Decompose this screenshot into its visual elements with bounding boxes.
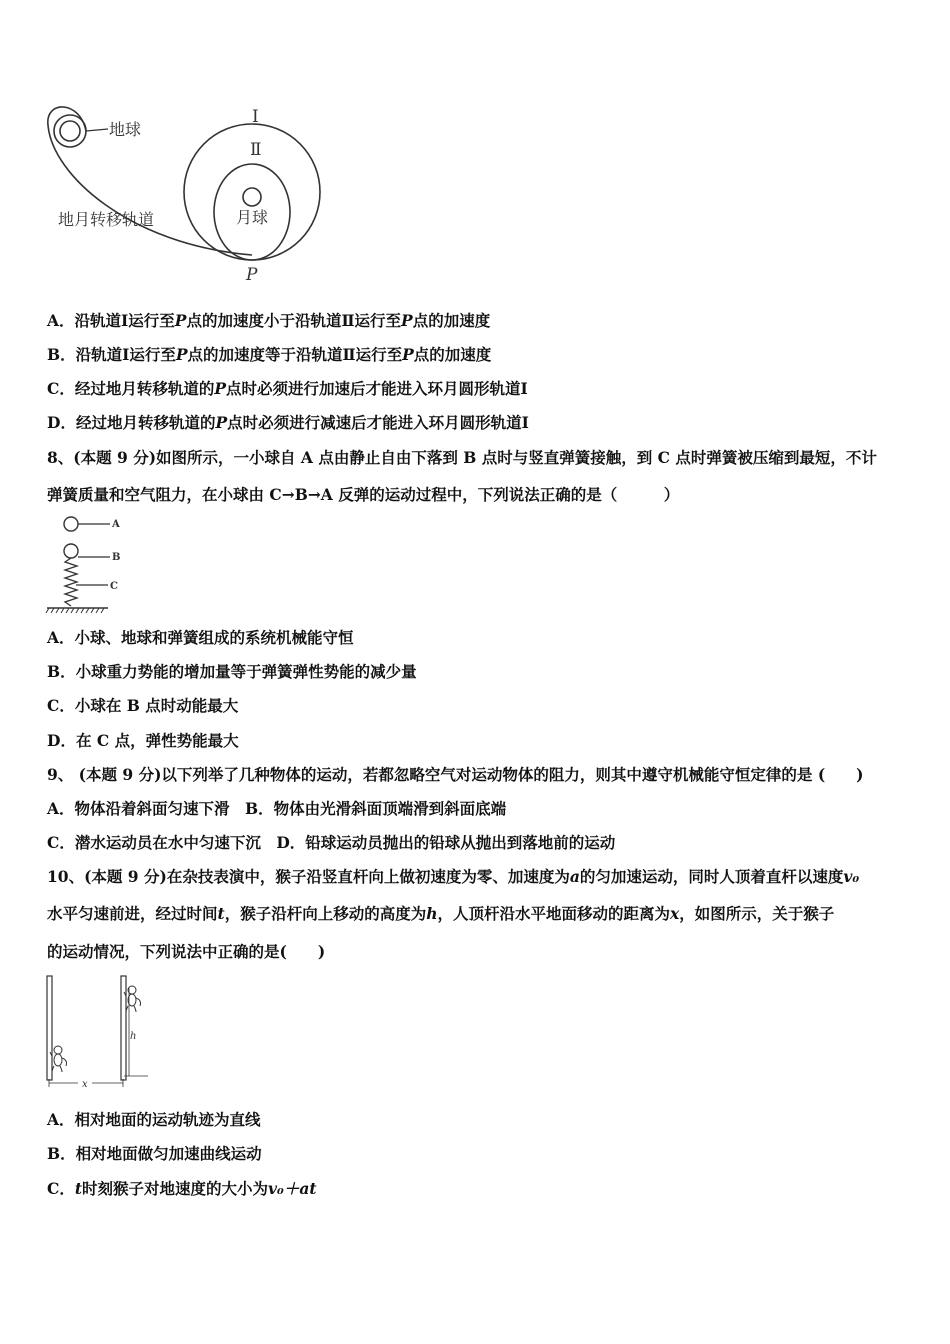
orbit-1-label: Ⅰ [252, 107, 259, 127]
q9-options-cd: C．潜水运动员在水中匀速下沉 D．铅球运动员抛出的铅球从抛出到落地前的运动 [47, 833, 616, 852]
earth-inner-circle [60, 121, 80, 141]
label-a: A [112, 519, 120, 530]
q10-option-b: B．相对地面做匀加速曲线运动 [47, 1144, 262, 1163]
q8-option-c: C．小球在 B 点时动能最大 [47, 696, 239, 715]
x-label: x [82, 1079, 88, 1090]
q10-stem-line3: 的运动情况，下列说法中正确的是( ) [47, 942, 326, 961]
ball-a [64, 517, 78, 531]
transfer-orbit [48, 107, 252, 255]
q10-stem-line2: 水平匀速前进，经过时间t，猴子沿杆向上移动的高度为h，人顶杆沿水平地面移动的距离为x，如图所示，关于猴子 [47, 904, 835, 923]
q8-option-b: B．小球重力势能的增加量等于弹簧弹性势能的减少量 [47, 662, 417, 681]
transfer-label: 地月转移轨道 [58, 210, 155, 229]
moon-label: 月球 [236, 208, 269, 227]
q8-stem-line1: 8、(本题 9 分)如图所示，一小球自 A 点由静止自由下落到 B 点时与竖直弹簧接触，到 C 点时弹簧被压缩到最短，不计 [47, 448, 877, 467]
orbit-diagram [40, 95, 340, 290]
q10-option-a: A．相对地面的运动轨迹为直线 [47, 1110, 261, 1129]
q7-option-a: A．沿轨道Ⅰ运行至P点的加速度小于沿轨道Ⅱ运行至P点的加速度 [47, 311, 491, 330]
q8-stem-line2: 弹簧质量和空气阻力，在小球由 C→B→A 反弹的运动过程中，下列说法正确的是（ ） [47, 485, 680, 504]
ball-b [64, 544, 78, 558]
monkey-pole-diagram [44, 974, 154, 1092]
pole-left [47, 976, 52, 1080]
pole-right [121, 976, 126, 1080]
label-c: C [110, 581, 118, 592]
q7-option-d: D．经过地月转移轨道的P点时必须进行减速后才能进入环月圆形轨道Ⅰ [47, 413, 529, 432]
q10-option-c: C．t时刻猴子对地速度的大小为v₀＋at [47, 1179, 317, 1198]
moon [243, 188, 261, 206]
spring [65, 558, 77, 606]
q7-option-c: C．经过地月转移轨道的P点时必须进行加速后才能进入环月圆形轨道Ⅰ [47, 379, 528, 398]
point-p-label: P [246, 265, 258, 285]
q8-option-d: D．在 C 点，弹性势能最大 [47, 731, 239, 750]
q9-options-ab: A．物体沿着斜面匀速下滑 B．物体由光滑斜面顶端滑到斜面底端 [47, 799, 507, 818]
q8-option-a: A．小球、地球和弹簧组成的系统机械能守恒 [47, 628, 354, 647]
q7-option-b: B．沿轨道Ⅰ运行至P点的加速度等于沿轨道Ⅱ运行至P点的加速度 [47, 345, 492, 364]
q10-stem-line1: 10、(本题 9 分)在杂技表演中，猴子沿竖直杆向上做初速度为零、加速度为a的匀加速运动，同时人顶着直杆以速度v₀ [47, 867, 860, 886]
orbit-2-label: Ⅱ [250, 140, 262, 160]
spring-diagram [44, 514, 134, 616]
q9-stem: 9、 (本题 9 分)以下列举了几种物体的运动，若都忽略空气对运动物体的阻力，则其中遵守机械能守恒定律的是 ( ) [47, 765, 864, 784]
label-b: B [112, 552, 121, 563]
h-label: h [130, 1031, 137, 1042]
earth-label: 地球 [109, 120, 142, 139]
